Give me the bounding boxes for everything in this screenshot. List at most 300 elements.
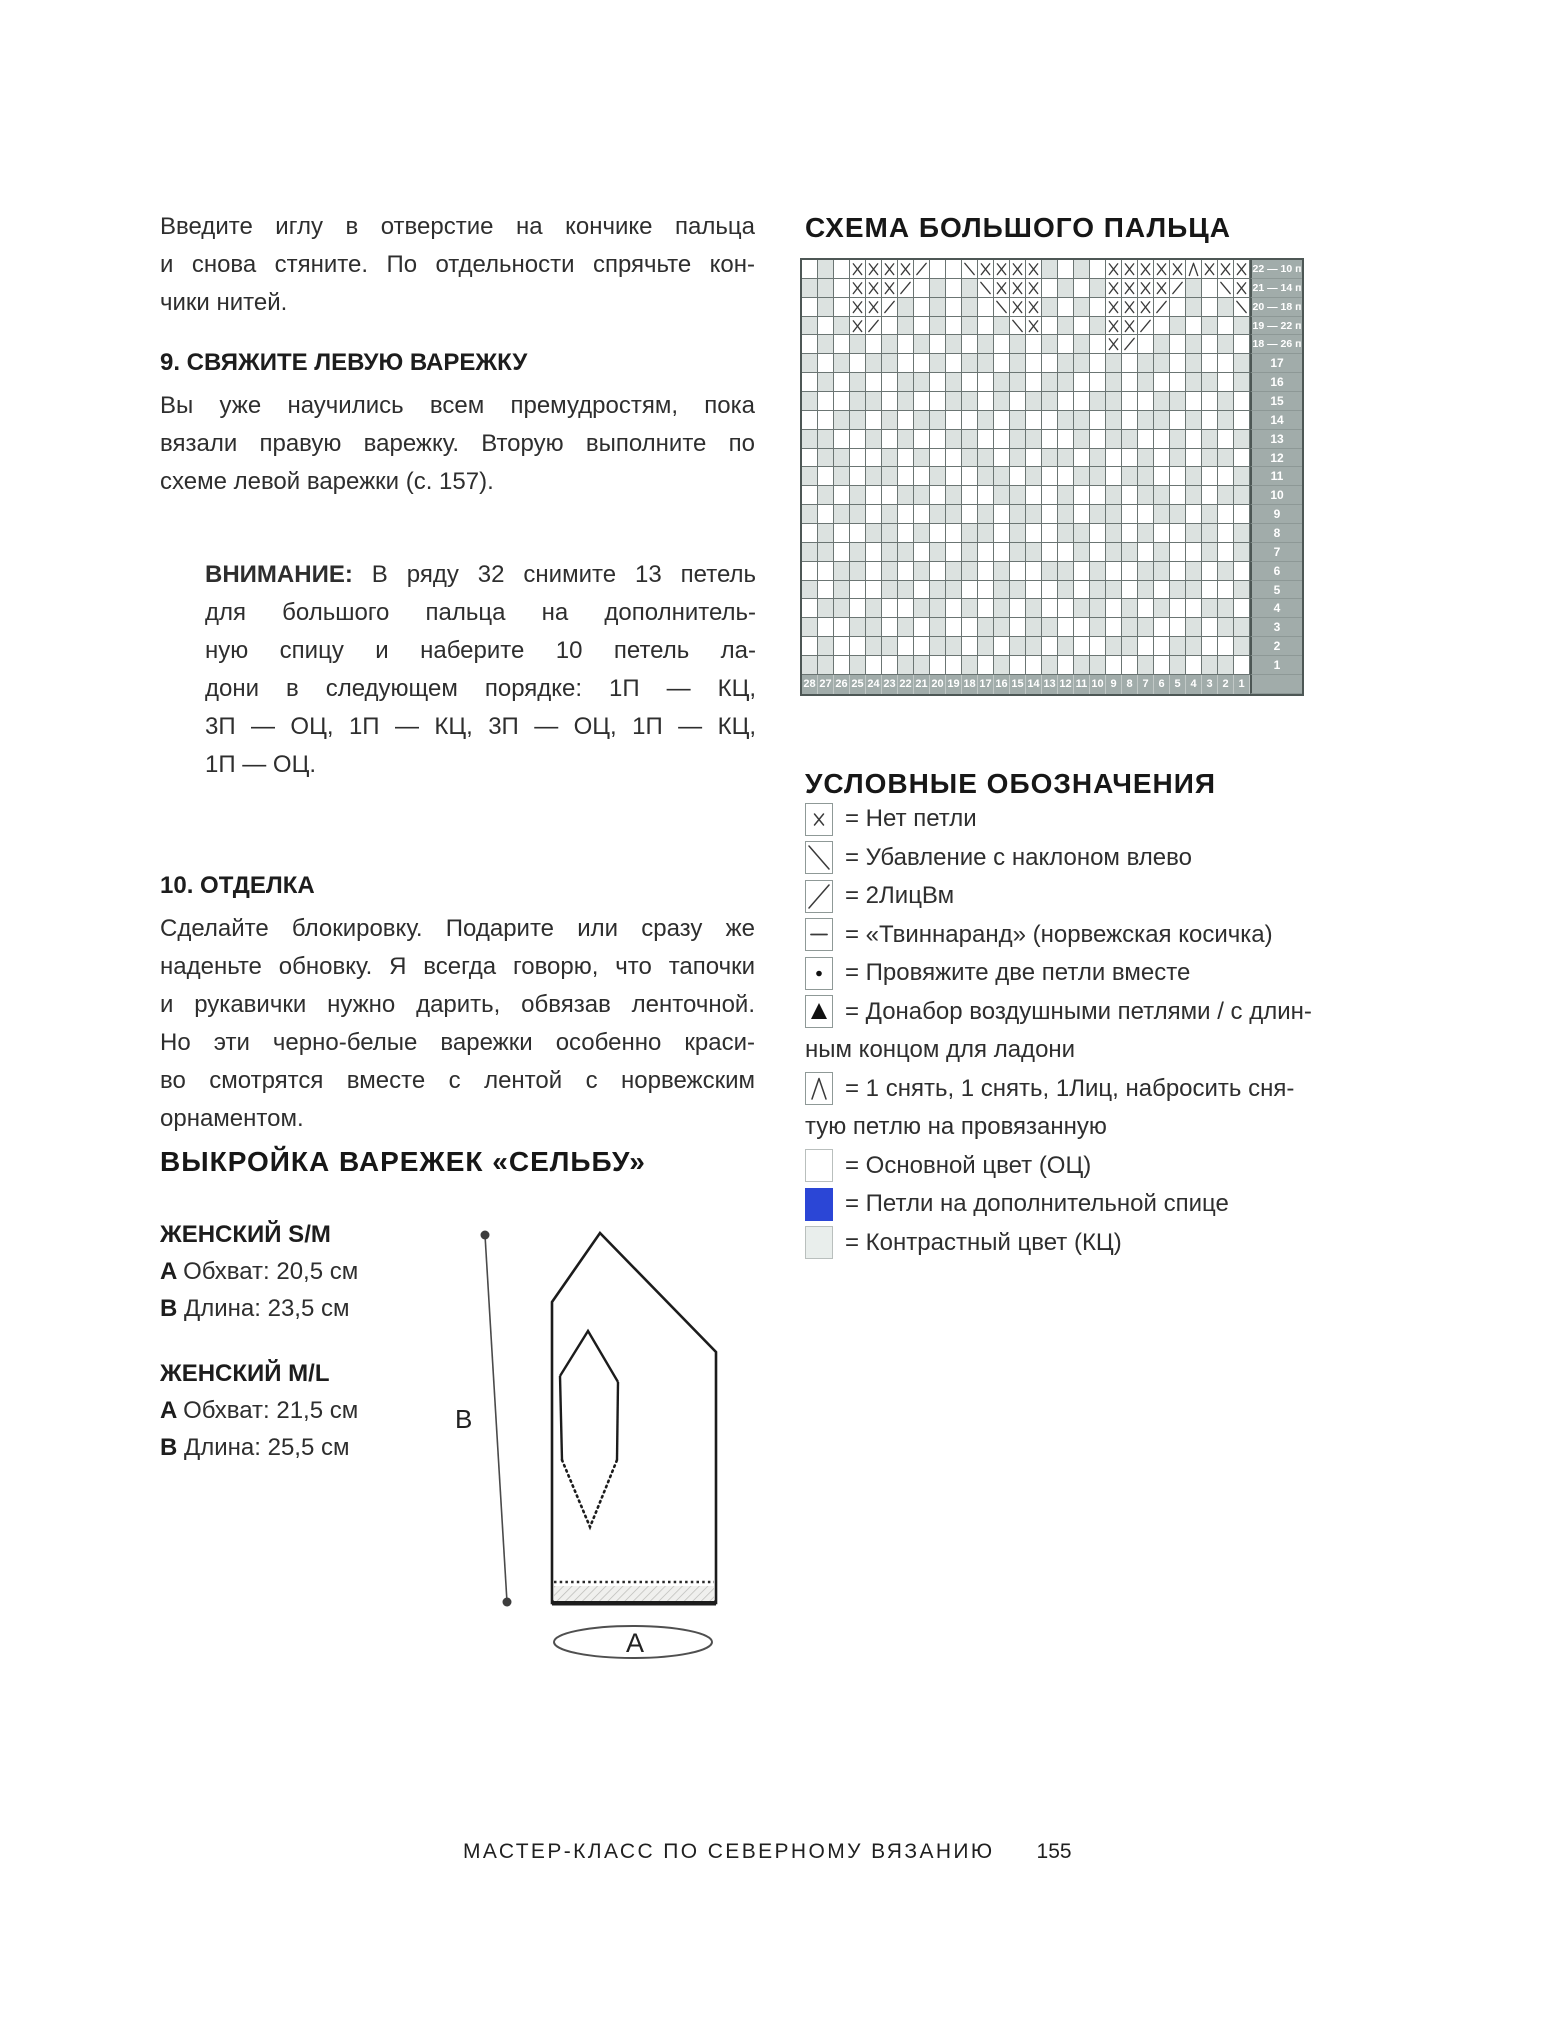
chart-cell — [1090, 430, 1106, 449]
chart-cell — [850, 467, 866, 486]
chart-cell — [946, 449, 962, 468]
chart-cell — [1042, 467, 1058, 486]
chart-cell — [1218, 354, 1234, 373]
chart-cell — [1090, 317, 1106, 336]
chart-cell — [1170, 411, 1186, 430]
chart-cell — [978, 618, 994, 637]
size-title: ЖЕНСКИЙ S/M — [160, 1221, 331, 1248]
thumb-chart — [800, 258, 1304, 696]
chart-cell — [1106, 543, 1122, 562]
chart-cell — [802, 505, 818, 524]
chart-cell — [818, 599, 834, 618]
chart-cell — [1074, 335, 1090, 354]
chart-cell — [1074, 618, 1090, 637]
chart-cell — [1042, 524, 1058, 543]
chart-cell — [1058, 543, 1074, 562]
chart-row-label: 5 — [1250, 581, 1302, 600]
chart-cell — [1202, 656, 1218, 675]
warning-line: дони в следующем порядке: 1П — КЦ, — [205, 675, 756, 702]
chart-cell — [802, 373, 818, 392]
chart-cell — [1234, 354, 1250, 373]
chart-cell — [1090, 335, 1106, 354]
chart-cell — [914, 260, 930, 279]
chart-cell — [802, 599, 818, 618]
chart-cell — [1218, 505, 1234, 524]
chart-cell — [1026, 317, 1042, 336]
chart-cell — [930, 599, 946, 618]
chart-cell — [962, 599, 978, 618]
chart-cell — [1010, 411, 1026, 430]
chart-cell — [1106, 430, 1122, 449]
chart-cell — [1138, 373, 1154, 392]
chart-cell — [1202, 467, 1218, 486]
chart-col-number: 17 — [978, 675, 994, 694]
chart-cell — [1186, 392, 1202, 411]
chart-cell — [818, 467, 834, 486]
chart-cell — [978, 335, 994, 354]
chart-cell — [914, 430, 930, 449]
chart-cell — [818, 298, 834, 317]
chart-cell — [1074, 637, 1090, 656]
size-title: ЖЕНСКИЙ M/L — [160, 1360, 330, 1387]
chart-cell — [1042, 373, 1058, 392]
page-footer — [463, 1840, 1072, 1864]
chart-cell — [994, 467, 1010, 486]
section-10-paragraph — [160, 910, 755, 1138]
chart-cell — [1186, 335, 1202, 354]
chart-cell — [850, 317, 866, 336]
chart-cell — [802, 486, 818, 505]
chart-cell — [1122, 373, 1138, 392]
chart-cell — [882, 279, 898, 298]
chart-cell — [898, 543, 914, 562]
chart-cell — [802, 637, 818, 656]
chart-col-number: 8 — [1122, 675, 1138, 694]
chart-cell — [930, 317, 946, 336]
chart-cell — [1090, 392, 1106, 411]
chart-cell — [1058, 656, 1074, 675]
chart-cell — [850, 260, 866, 279]
chart-cell — [930, 656, 946, 675]
chart-cell — [1058, 354, 1074, 373]
chart-cell — [1058, 562, 1074, 581]
chart-cell — [1058, 260, 1074, 279]
chart-cell — [962, 411, 978, 430]
chart-cell — [1218, 543, 1234, 562]
chart-cell — [962, 581, 978, 600]
chart-cell — [1058, 411, 1074, 430]
chart-cell — [1042, 298, 1058, 317]
chart-cell — [1218, 392, 1234, 411]
chart-cell — [1154, 411, 1170, 430]
chart-cell — [1074, 317, 1090, 336]
chart-cell — [1154, 449, 1170, 468]
chart-cell — [1170, 279, 1186, 298]
chart-cell — [866, 298, 882, 317]
chart-cell — [834, 543, 850, 562]
chart-col-number: 21 — [914, 675, 930, 694]
chart-cell — [1026, 279, 1042, 298]
chart-cell — [1106, 411, 1122, 430]
chart-cell — [1106, 467, 1122, 486]
page-number: 155 — [1036, 1840, 1072, 1863]
chart-cell — [866, 581, 882, 600]
chart-cell — [1186, 279, 1202, 298]
chart-cell — [834, 524, 850, 543]
chart-cell — [962, 279, 978, 298]
chart-cell — [1042, 543, 1058, 562]
chart-row-label: 22 — 10 п — [1250, 260, 1302, 279]
chart-cell — [914, 618, 930, 637]
chart-cell — [1106, 599, 1122, 618]
chart-cell — [898, 467, 914, 486]
chart-cell — [1074, 467, 1090, 486]
chart-cell — [802, 260, 818, 279]
chart-col-number: 23 — [882, 675, 898, 694]
chart-cell — [1058, 430, 1074, 449]
chart-cell — [866, 411, 882, 430]
chart-cell — [1026, 298, 1042, 317]
chart-cell — [898, 411, 914, 430]
chart-cell — [1202, 373, 1218, 392]
warning-first-line: ВНИМАНИЕ: В ряду 32 снимите 13 петель — [205, 561, 756, 588]
chart-cell — [1234, 486, 1250, 505]
chart-cell — [994, 599, 1010, 618]
chart-cell — [1202, 279, 1218, 298]
chart-cell — [818, 335, 834, 354]
chart-cell — [866, 373, 882, 392]
chart-cell — [818, 637, 834, 656]
chart-row-label: 8 — [1250, 524, 1302, 543]
chart-cell — [1218, 260, 1234, 279]
chart-cell — [866, 392, 882, 411]
chart-cell — [882, 637, 898, 656]
chart-cell — [1010, 637, 1026, 656]
chart-cell — [1154, 317, 1170, 336]
text-line: во смотрятся вместе с лентой с норвежским — [160, 1067, 755, 1094]
chart-cell — [994, 335, 1010, 354]
chart-cell — [1154, 279, 1170, 298]
chart-cell — [1122, 449, 1138, 468]
chart-cell — [1122, 298, 1138, 317]
chart-row-label: 13 — [1250, 430, 1302, 449]
chart-cell — [914, 279, 930, 298]
chart-cell — [1026, 637, 1042, 656]
chart-cell — [1042, 335, 1058, 354]
chart-cell — [1074, 411, 1090, 430]
chart-cell — [1106, 392, 1122, 411]
chart-cell — [1154, 656, 1170, 675]
chart-cell — [1122, 581, 1138, 600]
chart-cell — [1106, 637, 1122, 656]
white-swatch — [805, 1149, 833, 1182]
chart-row-label: 15 — [1250, 392, 1302, 411]
chart-cell — [866, 317, 882, 336]
chart-cell — [994, 618, 1010, 637]
height-measure-line — [481, 1231, 512, 1607]
chart-cell — [1090, 467, 1106, 486]
chart-cell — [1186, 467, 1202, 486]
chart-cell — [850, 486, 866, 505]
chart-cell — [930, 298, 946, 317]
chart-cell — [1042, 505, 1058, 524]
chart-cell — [898, 637, 914, 656]
chart-cell — [1170, 618, 1186, 637]
chart-cell — [1090, 373, 1106, 392]
chart-cell — [898, 562, 914, 581]
chart-cell — [1138, 430, 1154, 449]
legend — [805, 800, 1365, 1262]
chart-cell — [978, 467, 994, 486]
chart-cell — [1122, 637, 1138, 656]
chart-cell — [850, 373, 866, 392]
chart-cell — [1122, 524, 1138, 543]
chart-cell — [1042, 411, 1058, 430]
chart-cell — [834, 562, 850, 581]
chart-cell — [1170, 656, 1186, 675]
chart-cell — [978, 449, 994, 468]
warning-line: ную спицу и наберите 10 петель ла- — [205, 637, 756, 664]
chart-cell — [834, 298, 850, 317]
chart-cell — [850, 637, 866, 656]
chart-cell — [962, 524, 978, 543]
chart-cell — [1010, 373, 1026, 392]
chart-cell — [1202, 562, 1218, 581]
chart-col-number: 16 — [994, 675, 1010, 694]
chart-cell — [1074, 486, 1090, 505]
chart-cell — [978, 637, 994, 656]
right-decrease-icon — [805, 880, 833, 913]
chart-cell — [930, 562, 946, 581]
chart-cell — [1122, 505, 1138, 524]
chart-cell — [850, 581, 866, 600]
chart-cell — [978, 581, 994, 600]
chart-cell — [898, 279, 914, 298]
chart-col-number: 11 — [1074, 675, 1090, 694]
chart-cell — [1106, 354, 1122, 373]
chart-cell — [946, 373, 962, 392]
chart-row-label: 17 — [1250, 354, 1302, 373]
chart-cell — [802, 618, 818, 637]
chart-cell — [930, 449, 946, 468]
chart-row-label: 11 — [1250, 467, 1302, 486]
chart-cell — [1106, 260, 1122, 279]
chart-cell — [866, 618, 882, 637]
size-value: Обхват: 21,5 см — [183, 1397, 359, 1424]
chart-cell — [930, 486, 946, 505]
pattern-section-heading: ВЫКРОЙКА ВАРЕЖЕК «СЕЛЬБУ» — [160, 1146, 646, 1177]
chart-cell — [882, 411, 898, 430]
chart-cell — [1138, 335, 1154, 354]
chart-cell — [1138, 599, 1154, 618]
chart-cell — [1122, 335, 1138, 354]
chart-cell — [1202, 354, 1218, 373]
chart-cell — [850, 505, 866, 524]
chart-cell — [962, 430, 978, 449]
chart-cell — [1170, 373, 1186, 392]
legend-title: УСЛОВНЫЕ ОБОЗНАЧЕНИЯ — [805, 768, 1217, 799]
chart-cell — [1090, 524, 1106, 543]
chart-cell — [1170, 562, 1186, 581]
chart-cell — [898, 392, 914, 411]
chart-cell — [1234, 430, 1250, 449]
chart-cell — [1218, 317, 1234, 336]
chart-cell — [882, 524, 898, 543]
chart-cell — [930, 411, 946, 430]
chart-cell — [1170, 354, 1186, 373]
chart-col-number: 26 — [834, 675, 850, 694]
chart-cell — [1090, 354, 1106, 373]
chart-cell — [978, 505, 994, 524]
chart-cell — [962, 637, 978, 656]
chart-cell — [802, 298, 818, 317]
chart-cell — [1234, 449, 1250, 468]
chart-cell — [1170, 298, 1186, 317]
chart-cell — [1058, 486, 1074, 505]
chart-cell — [1010, 392, 1026, 411]
chart-cell — [914, 317, 930, 336]
chart-cell — [850, 599, 866, 618]
chart-cell — [1042, 279, 1058, 298]
chart-cell — [834, 581, 850, 600]
chart-cell — [1154, 298, 1170, 317]
chart-cell — [1122, 354, 1138, 373]
chart-cell — [914, 562, 930, 581]
chart-cell — [1010, 581, 1026, 600]
chart-cell — [1106, 524, 1122, 543]
footer-title: МАСТЕР-КЛАСС ПО СЕВЕРНОМУ ВЯЗАНИЮ — [463, 1840, 995, 1863]
chart-cell — [802, 562, 818, 581]
chart-cell — [978, 317, 994, 336]
chart-cell — [930, 581, 946, 600]
text-line: и рукавички нужно дарить, обвязав ленточной. — [160, 991, 755, 1018]
chart-cell — [850, 335, 866, 354]
chart-cell — [914, 449, 930, 468]
legend-text: = 2ЛицВм — [845, 882, 955, 910]
chart-cell — [1170, 392, 1186, 411]
chart-cell — [1042, 656, 1058, 675]
chart-cell — [1090, 656, 1106, 675]
chart-cell — [1170, 260, 1186, 279]
chart-cell — [1074, 260, 1090, 279]
chart-cell — [1074, 430, 1090, 449]
chart-cell — [994, 373, 1010, 392]
chart-cell — [1202, 524, 1218, 543]
height-label: B — [455, 1404, 473, 1434]
chart-cell — [1090, 505, 1106, 524]
chart-cell — [946, 260, 962, 279]
chart-cell — [1074, 354, 1090, 373]
chart-cell — [1154, 505, 1170, 524]
chart-cell — [978, 656, 994, 675]
chart-cell — [1154, 486, 1170, 505]
chart-cell — [1026, 392, 1042, 411]
chart-cell — [1234, 392, 1250, 411]
chart-cell — [802, 524, 818, 543]
blue-swatch — [805, 1188, 833, 1221]
chart-cell — [802, 581, 818, 600]
chart-cell — [1234, 317, 1250, 336]
chart-cell — [1218, 430, 1234, 449]
chart-cell — [1234, 260, 1250, 279]
chart-cell — [834, 449, 850, 468]
chart-cell — [898, 505, 914, 524]
chart-cell — [1090, 599, 1106, 618]
chart-cell — [1218, 637, 1234, 656]
chart-cell — [802, 543, 818, 562]
chart-cell — [1186, 562, 1202, 581]
chart-cell — [1074, 298, 1090, 317]
chart-cell — [1074, 505, 1090, 524]
chart-cell — [1074, 392, 1090, 411]
chart-cell — [1234, 279, 1250, 298]
chart-col-number: 10 — [1090, 675, 1106, 694]
chart-cell — [1058, 637, 1074, 656]
chart-cell — [882, 298, 898, 317]
chart-cell — [1202, 298, 1218, 317]
chart-cell — [946, 430, 962, 449]
chart-cell — [1154, 373, 1170, 392]
chart-cell — [882, 486, 898, 505]
chart-cell — [1154, 524, 1170, 543]
chart-cell — [914, 392, 930, 411]
chart-cell — [1090, 581, 1106, 600]
chart-cell — [1074, 562, 1090, 581]
chart-cell — [930, 392, 946, 411]
chart-cell — [1154, 637, 1170, 656]
chart-cell — [1090, 618, 1106, 637]
chart-cell — [1234, 524, 1250, 543]
chart-cell — [1154, 392, 1170, 411]
chart-cell — [1106, 335, 1122, 354]
chart-cell — [930, 637, 946, 656]
chart-cell — [1058, 599, 1074, 618]
chart-cell — [1042, 486, 1058, 505]
chart-cell — [866, 449, 882, 468]
chart-col-number: 15 — [1010, 675, 1026, 694]
chart-cell — [898, 354, 914, 373]
chart-cell — [1138, 449, 1154, 468]
chart-cell — [850, 656, 866, 675]
chart-cell — [802, 656, 818, 675]
chart-cell — [898, 430, 914, 449]
chart-cell — [866, 543, 882, 562]
chart-col-number: 18 — [962, 675, 978, 694]
chart-cell — [1186, 317, 1202, 336]
chart-cell — [818, 543, 834, 562]
chart-cell — [866, 562, 882, 581]
chart-cell — [1218, 467, 1234, 486]
chart-col-number: 19 — [946, 675, 962, 694]
chart-cell — [882, 505, 898, 524]
chart-cell — [1042, 392, 1058, 411]
chart-cell — [1010, 467, 1026, 486]
chart-col-number: 28 — [802, 675, 818, 694]
chart-cell — [1074, 524, 1090, 543]
legend-item — [805, 1147, 1365, 1186]
chart-cell — [1122, 656, 1138, 675]
chart-cell — [1234, 618, 1250, 637]
chart-cell — [1090, 486, 1106, 505]
chart-cell — [946, 317, 962, 336]
chart-cell — [1042, 430, 1058, 449]
chart-row-label: 10 — [1250, 486, 1302, 505]
chart-cell — [850, 279, 866, 298]
chart-cell — [994, 411, 1010, 430]
chart-cell — [898, 618, 914, 637]
chart-cell — [1026, 373, 1042, 392]
chart-cell — [1010, 543, 1026, 562]
